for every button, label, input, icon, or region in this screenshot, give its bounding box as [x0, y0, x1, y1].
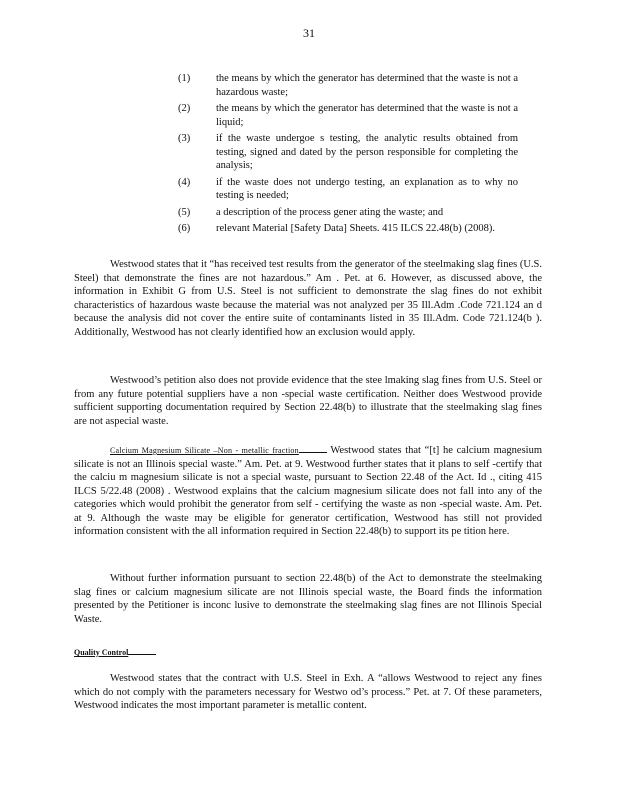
page-number: 31	[303, 26, 315, 40]
list-item-number: (2)	[178, 103, 191, 114]
list-item	[178, 102, 518, 129]
requirements-list	[178, 72, 518, 236]
list-item-text: the means by which the generator has determined that the waste is not a liquid;	[216, 103, 518, 128]
paragraph-westwood-test-results	[74, 258, 542, 339]
paragraph-board-finding	[74, 572, 542, 626]
list-item-text: relevant Material [Safety Data] Sheets. 415 ILCS 22.48(b) (2008).	[216, 223, 496, 234]
paragraph-text: Westwood states that the contract with U.S. Steel in Exh. A “allows Westwood to reject any fines which do not comply with the parameters necessary for Westwo od’s process.” Pet. at 7. Of these parameters, Westwood indicates the most important parameter is metallic content.	[74, 673, 542, 711]
list-item	[178, 176, 518, 203]
list-item	[178, 132, 518, 173]
paragraph-text: Westwood states that it “has received test results from the generator of the steelmaking slag fines (U.S. Steel) that demonstrate the fines are not hazardous.” Am . Pet. at 6. However, as discussed above, the information in Exhibit G from U.S. Steel is not sufficient to demonstrate the slag fines do not exhibit characteristics of hazardous waste because the material was not analyzed per 35 Ill.Adm .Code 721.124 an d because the analysis did not cover the entire suite of contaminants listed in 35 Ill.Adm. Code 721.124(b ). Additionally, Westwood has not clearly identified how an exclusion would apply.	[74, 259, 542, 338]
list-item-text: if the waste undergoe s testing, the analytic results obtained from testing, signed and dated by the person responsible for completing the analysis;	[216, 133, 518, 171]
list-item-number: (4)	[178, 176, 191, 188]
paragraph-text: Westwood’s petition also does not provide evidence that the stee lmaking slag fines from U.S. Steel or from any future potential suppliers have a non -special waste certification. Neither does Westwood provide sufficient supporting documentation required by Section 22.48(b) to illustrate that the steelmaking slag fines are not aspecial waste.	[74, 375, 542, 427]
subheading-calcium-magnesium-silicate: Calcium Magnesium Silicate –Non - metallic fraction	[110, 446, 299, 455]
list-item	[178, 72, 518, 99]
paragraph-text: Westwood states that “[t] he calcium magnesium silicate is not an Illinois special waste.” Am. Pet. at 9. Westwood further states that it plans to self -certify that the calciu m magnesium silicate is not a special waste, pursuant to Section 22.48 of the Act. Id ., citing 415 ILCS 5/22.48 (2008) . Westwood explains that the calcium magnesium silicate does not fall into any of the categories which would prohibit the generator from self - certifying the waste as non -special waste. Am. Pet. at 9. Although the waste may be eligible for generator certification, Westwood has still not provided information consistent with the all information required in Section 22.48(b) to support its pe tition here.	[74, 445, 542, 537]
list-item-text: a description of the process gener ating the waste; and	[216, 206, 444, 218]
underline-rule	[299, 444, 327, 453]
section-heading-quality-control	[74, 646, 156, 657]
list-item-number: (1)	[178, 73, 191, 84]
list-item-text: the means by which the generator has determined that the waste is not a hazardous waste;	[216, 73, 518, 98]
list-item-number: (6)	[178, 223, 191, 234]
list-item	[178, 206, 518, 220]
paragraph-calcium-magnesium-silicate	[74, 444, 542, 539]
list-item-text: if the waste does not undergo testing, an explanation as to why no testing is needed;	[216, 176, 518, 201]
heading-text: Quality Control	[74, 648, 129, 657]
paragraph-contract	[74, 672, 542, 713]
list-item-number: (5)	[178, 206, 191, 218]
underline-rule	[128, 646, 156, 655]
list-item	[178, 222, 518, 236]
list-item-number: (3)	[178, 133, 191, 144]
paragraph-certification	[74, 374, 542, 428]
paragraph-text: Without further information pursuant to section 22.48(b) of the Act to demonstrate the steelmaking slag fines or calcium magnesium silicate are not Illinois special waste, the Board finds the information presented by the Petitioner is inconc lusive to demonstrate the steelmaking slag fines are not Illinois Special Waste.	[74, 573, 542, 625]
